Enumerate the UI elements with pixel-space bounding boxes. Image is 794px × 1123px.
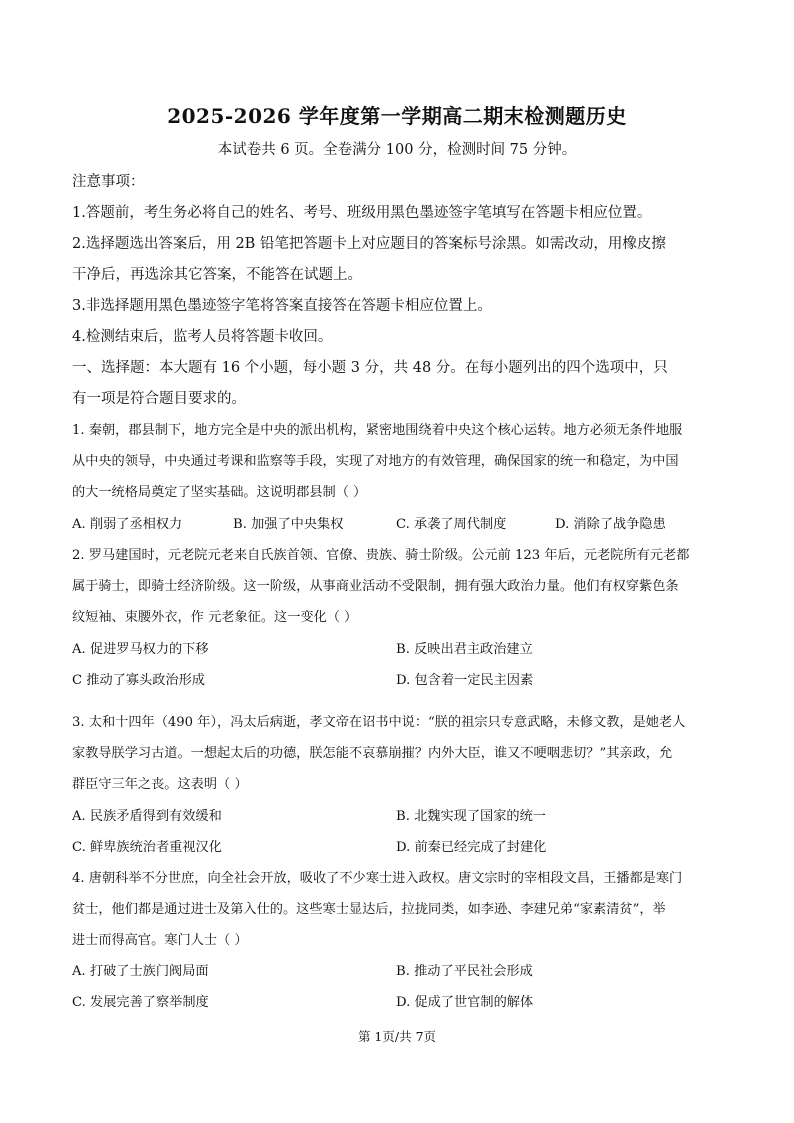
page-number: 第 1页/共 7页	[357, 1029, 437, 1044]
question-text: 属于骑士，即骑士经济阶级。这一阶级，从事商业活动不受限制，拥有强大政治力量。他们有权穿紫色条	[72, 579, 679, 594]
note-item-3: 3.非选择题用黑色墨迹签字笔将答案直接答在答题卡相应位置上。	[72, 298, 492, 314]
question-text: 纹短袖、束腰外衣，作 元老象征。这一变化（ ）	[72, 610, 358, 625]
question-text: 群臣守三年之丧。这表明（ ）	[72, 777, 248, 792]
option-d: D. 包含着一定民主因素	[396, 673, 534, 688]
option-b: B. 北魏实现了国家的统一	[396, 809, 546, 824]
question-text: 2. 罗马建国时，元老院元老来自氏族首领、官僚、贵族、骑士阶级。公元前 123 年后，元老院所有元老都	[72, 548, 690, 563]
question-text: 的大一统格局奠定了坚实基础。这说明郡县制（ ）	[72, 485, 367, 500]
note-item-2-cont: 干净后，再选涂其它答案，不能答在试题上。	[72, 267, 362, 283]
note-item-1: 1.答题前，考生务必将自己的姓名、考号、班级用黑色墨迹签字笔填写在答题卡相应位置。	[72, 205, 652, 221]
question-text: 贫士，他们都是通过进士及第入仕的。这些寒士显达后，拉拢同类，如李逊、李建兄弟“家素清贫”，举	[72, 902, 666, 917]
question-text: 3. 太和十四年（490 年），冯太后病逝，孝文帝在诏书中说：“朕的祖宗只专意武略，未修文教，是她老人	[72, 715, 686, 730]
option-a: A. 打破了士族门阀局面	[72, 964, 209, 979]
option-c: C 推动了寡头政治形成	[72, 673, 205, 688]
option-a: A. 促进罗马权力的下移	[72, 642, 209, 657]
note-item-4: 4.检测结束后，监考人员将答题卡收回。	[72, 329, 333, 345]
option-c: C. 鲜卑族统治者重视汉化	[72, 840, 222, 855]
option-d: D. 消除了战争隐患	[555, 517, 666, 532]
question-text: 进士而得高官。寒门人士（ ）	[72, 933, 248, 948]
question-text: 1. 秦朝，郡县制下，地方完全是中央的派出机构，紧密地围绕着中央这个核心运转。地方必须无条件地服	[72, 423, 683, 438]
option-a: A. 削弱了丞相权力	[72, 517, 183, 532]
option-c: C. 发展完善了察举制度	[72, 995, 209, 1010]
notes-heading: 注意事项：	[72, 174, 145, 190]
option-b: B. 反映出君主政治建立	[396, 642, 533, 657]
exam-subtitle: 本试卷共 6 页。全卷满分 100 分，检测时间 75 分钟。	[217, 142, 577, 158]
option-d: D. 促成了世官制的解体	[396, 995, 534, 1010]
section-heading-cont: 有一项是符合题目要求的。	[72, 391, 246, 407]
option-b: B. 加强了中央集权	[233, 517, 344, 532]
note-item-2: 2.选择题选出答案后，用 2B 铅笔把答题卡上对应题目的答案标号涂黑。如需改动，用橡皮擦	[72, 236, 666, 252]
question-text: 4. 唐朝科举不分世庶，向全社会开放，吸收了不少寒士进入政权。唐文宗时的宰相段文昌，王播都是寒门	[72, 871, 683, 886]
question-text: 家教导朕学习古道。一想起太后的功德，朕怎能不哀慕崩摧？内外大臣，谁又不哽咽悲切？”其亲政，允	[72, 746, 673, 761]
option-c: C. 承袭了周代制度	[396, 517, 507, 532]
exam-title: 2025-2026 学年度第一学期高二期末检测题历史	[167, 104, 627, 128]
section-heading: 一、选择题：本大题有 16 个小题，每小题 3 分，共 48 分。在每小题列出的四个选项中，只	[72, 360, 668, 376]
option-d: D. 前秦已经完成了封建化	[396, 840, 547, 855]
option-b: B. 推动了平民社会形成	[396, 964, 533, 979]
option-a: A. 民族矛盾得到有效缓和	[72, 809, 222, 824]
question-text: 从中央的领导，中央通过考课和监察等手段，实现了对地方的有效管理，确保国家的统一和稳定，为中国	[72, 454, 679, 469]
